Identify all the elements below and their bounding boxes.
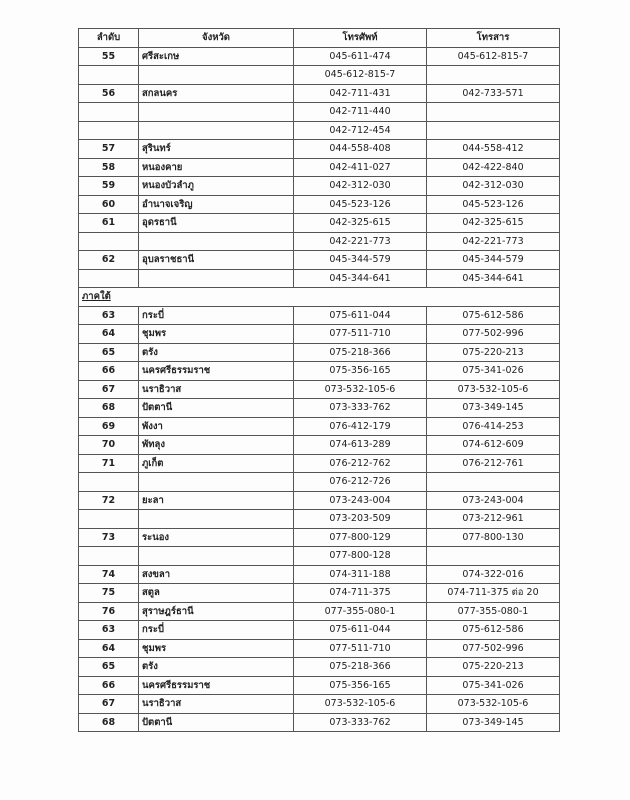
table-row bbox=[79, 343, 560, 362]
phone-cell: 042-711-440 bbox=[294, 103, 427, 122]
row-number-cell: 64 bbox=[79, 325, 139, 344]
table-row bbox=[79, 380, 560, 399]
table-row bbox=[79, 140, 560, 159]
table-body bbox=[79, 47, 560, 732]
table-row bbox=[79, 84, 560, 103]
row-number-cell: 70 bbox=[79, 436, 139, 455]
phone-cell: 074-311-188 bbox=[294, 565, 427, 584]
phone-cell: 075-218-366 bbox=[294, 343, 427, 362]
row-number-cell bbox=[79, 473, 139, 492]
fax-cell: 045-344-641 bbox=[427, 269, 560, 288]
row-number-cell: 57 bbox=[79, 140, 139, 159]
province-cell bbox=[139, 547, 294, 566]
phone-cell: 045-612-815-7 bbox=[294, 66, 427, 85]
province-cell: ปัตตานี bbox=[139, 713, 294, 732]
table-row bbox=[79, 269, 560, 288]
province-cell: นราธิวาส bbox=[139, 695, 294, 714]
fax-cell: 075-341-026 bbox=[427, 362, 560, 381]
row-number-cell: 76 bbox=[79, 602, 139, 621]
fax-cell: 075-220-213 bbox=[427, 343, 560, 362]
table-row bbox=[79, 66, 560, 85]
fax-cell: 042-221-773 bbox=[427, 232, 560, 251]
row-number-cell bbox=[79, 121, 139, 140]
fax-cell: 074-612-609 bbox=[427, 436, 560, 455]
table-row bbox=[79, 251, 560, 270]
row-number-cell: 74 bbox=[79, 565, 139, 584]
fax-cell: 075-341-026 bbox=[427, 676, 560, 695]
province-cell bbox=[139, 121, 294, 140]
phone-cell: 045-523-126 bbox=[294, 195, 427, 214]
fax-cell: 042-312-030 bbox=[427, 177, 560, 196]
header-province: จังหวัด bbox=[139, 29, 294, 48]
table-row bbox=[79, 565, 560, 584]
province-cell bbox=[139, 269, 294, 288]
row-number-cell: 63 bbox=[79, 306, 139, 325]
row-number-cell bbox=[79, 510, 139, 529]
row-number-cell: 65 bbox=[79, 343, 139, 362]
row-number-cell: 71 bbox=[79, 454, 139, 473]
row-number-cell: 67 bbox=[79, 695, 139, 714]
phone-cell: 045-344-641 bbox=[294, 269, 427, 288]
phone-cell: 044-558-408 bbox=[294, 140, 427, 159]
province-cell: พัทลุง bbox=[139, 436, 294, 455]
phone-cell: 077-355-080-1 bbox=[294, 602, 427, 621]
province-cell: ระนอง bbox=[139, 528, 294, 547]
phone-cell: 076-412-179 bbox=[294, 417, 427, 436]
row-number-cell: 63 bbox=[79, 621, 139, 640]
row-number-cell: 68 bbox=[79, 399, 139, 418]
table-row bbox=[79, 232, 560, 251]
phone-cell: 073-203-509 bbox=[294, 510, 427, 529]
fax-cell: 042-325-615 bbox=[427, 214, 560, 233]
fax-cell: 045-523-126 bbox=[427, 195, 560, 214]
phone-cell: 073-333-762 bbox=[294, 713, 427, 732]
table-row bbox=[79, 547, 560, 566]
row-number-cell: 66 bbox=[79, 676, 139, 695]
table-row bbox=[79, 491, 560, 510]
province-cell: อำนาจเจริญ bbox=[139, 195, 294, 214]
section-title: ภาคใต้ bbox=[82, 291, 111, 303]
province-cell: กระบี่ bbox=[139, 621, 294, 640]
row-number-cell: 61 bbox=[79, 214, 139, 233]
table-row bbox=[79, 676, 560, 695]
fax-cell: 077-800-130 bbox=[427, 528, 560, 547]
province-cell: ชุมพร bbox=[139, 325, 294, 344]
phone-cell: 073-243-004 bbox=[294, 491, 427, 510]
table-row bbox=[79, 584, 560, 603]
fax-cell bbox=[427, 66, 560, 85]
fax-cell bbox=[427, 473, 560, 492]
header-fax: โทรสาร bbox=[427, 29, 560, 48]
row-number-cell: 59 bbox=[79, 177, 139, 196]
phone-cell: 075-611-044 bbox=[294, 306, 427, 325]
phone-cell: 073-532-105-6 bbox=[294, 380, 427, 399]
row-number-cell: 56 bbox=[79, 84, 139, 103]
row-number-cell: 73 bbox=[79, 528, 139, 547]
fax-cell bbox=[427, 547, 560, 566]
table-row bbox=[79, 399, 560, 418]
fax-cell: 044-558-412 bbox=[427, 140, 560, 159]
province-cell bbox=[139, 510, 294, 529]
fax-cell: 073-349-145 bbox=[427, 399, 560, 418]
phone-cell: 075-356-165 bbox=[294, 362, 427, 381]
table-row bbox=[79, 473, 560, 492]
phone-cell: 045-611-474 bbox=[294, 47, 427, 66]
fax-cell bbox=[427, 121, 560, 140]
phone-cell: 042-221-773 bbox=[294, 232, 427, 251]
phone-cell: 073-532-105-6 bbox=[294, 695, 427, 714]
phone-cell: 042-712-454 bbox=[294, 121, 427, 140]
fax-cell: 077-355-080-1 bbox=[427, 602, 560, 621]
province-cell: ตรัง bbox=[139, 343, 294, 362]
phone-cell: 045-344-579 bbox=[294, 251, 427, 270]
province-cell: สกลนคร bbox=[139, 84, 294, 103]
contact-table bbox=[78, 28, 560, 732]
fax-cell: 042-733-571 bbox=[427, 84, 560, 103]
row-number-cell: 62 bbox=[79, 251, 139, 270]
province-cell: นราธิวาส bbox=[139, 380, 294, 399]
row-number-cell bbox=[79, 547, 139, 566]
phone-cell: 077-800-128 bbox=[294, 547, 427, 566]
phone-cell: 075-218-366 bbox=[294, 658, 427, 677]
table-row bbox=[79, 602, 560, 621]
table-row bbox=[79, 436, 560, 455]
province-cell bbox=[139, 103, 294, 122]
province-cell: สตูล bbox=[139, 584, 294, 603]
province-cell: สุรินทร์ bbox=[139, 140, 294, 159]
table-row bbox=[79, 177, 560, 196]
table-row bbox=[79, 510, 560, 529]
province-cell: อุบลราชธานี bbox=[139, 251, 294, 270]
fax-cell: 075-612-586 bbox=[427, 306, 560, 325]
row-number-cell: 68 bbox=[79, 713, 139, 732]
row-number-cell: 64 bbox=[79, 639, 139, 658]
phone-cell: 073-333-762 bbox=[294, 399, 427, 418]
fax-cell: 073-532-105-6 bbox=[427, 380, 560, 399]
row-number-cell: 67 bbox=[79, 380, 139, 399]
fax-cell: 042-422-840 bbox=[427, 158, 560, 177]
province-cell: ภูเก็ต bbox=[139, 454, 294, 473]
table-row bbox=[79, 621, 560, 640]
province-cell bbox=[139, 232, 294, 251]
province-cell: อุดรธานี bbox=[139, 214, 294, 233]
province-cell: กระบี่ bbox=[139, 306, 294, 325]
row-number-cell: 69 bbox=[79, 417, 139, 436]
province-cell: สงขลา bbox=[139, 565, 294, 584]
province-cell: ยะลา bbox=[139, 491, 294, 510]
fax-cell: 073-243-004 bbox=[427, 491, 560, 510]
table-row bbox=[79, 454, 560, 473]
table-header-row bbox=[79, 29, 560, 48]
table-row bbox=[79, 47, 560, 66]
table-row bbox=[79, 658, 560, 677]
header-phone: โทรศัพท์ bbox=[294, 29, 427, 48]
phone-cell: 042-325-615 bbox=[294, 214, 427, 233]
table-row bbox=[79, 121, 560, 140]
province-cell: ศรีสะเกษ bbox=[139, 47, 294, 66]
table-row bbox=[79, 528, 560, 547]
table-row bbox=[79, 713, 560, 732]
fax-cell: 075-220-213 bbox=[427, 658, 560, 677]
province-cell bbox=[139, 66, 294, 85]
province-cell: นครศรีธรรมราช bbox=[139, 362, 294, 381]
phone-cell: 042-312-030 bbox=[294, 177, 427, 196]
province-cell: นครศรีธรรมราช bbox=[139, 676, 294, 695]
table-row bbox=[79, 214, 560, 233]
row-number-cell: 72 bbox=[79, 491, 139, 510]
phone-cell: 077-511-710 bbox=[294, 639, 427, 658]
province-cell: หนองคาย bbox=[139, 158, 294, 177]
phone-cell: 077-800-129 bbox=[294, 528, 427, 547]
fax-cell: 076-414-253 bbox=[427, 417, 560, 436]
phone-cell: 076-212-762 bbox=[294, 454, 427, 473]
fax-cell: 073-212-961 bbox=[427, 510, 560, 529]
phone-cell: 077-511-710 bbox=[294, 325, 427, 344]
section-row bbox=[79, 288, 560, 307]
fax-cell: 074-322-016 bbox=[427, 565, 560, 584]
fax-cell: 076-212-761 bbox=[427, 454, 560, 473]
province-cell: ปัตตานี bbox=[139, 399, 294, 418]
row-number-cell: 75 bbox=[79, 584, 139, 603]
table-row bbox=[79, 158, 560, 177]
fax-cell: 045-344-579 bbox=[427, 251, 560, 270]
table-row bbox=[79, 195, 560, 214]
province-cell: ชุมพร bbox=[139, 639, 294, 658]
row-number-cell bbox=[79, 269, 139, 288]
header-no: ลำดับ bbox=[79, 29, 139, 48]
fax-cell: 077-502-996 bbox=[427, 325, 560, 344]
table-row bbox=[79, 103, 560, 122]
phone-cell: 042-411-027 bbox=[294, 158, 427, 177]
phone-cell: 074-711-375 bbox=[294, 584, 427, 603]
phone-cell: 075-356-165 bbox=[294, 676, 427, 695]
phone-cell: 042-711-431 bbox=[294, 84, 427, 103]
fax-cell: 074-711-375 ต่อ 20 bbox=[427, 584, 560, 603]
table-row bbox=[79, 695, 560, 714]
phone-cell: 075-611-044 bbox=[294, 621, 427, 640]
province-cell: สุราษฎร์ธานี bbox=[139, 602, 294, 621]
table-row bbox=[79, 362, 560, 381]
province-cell: พังงา bbox=[139, 417, 294, 436]
phone-cell: 074-613-289 bbox=[294, 436, 427, 455]
fax-cell: 077-502-996 bbox=[427, 639, 560, 658]
row-number-cell: 55 bbox=[79, 47, 139, 66]
fax-cell: 075-612-586 bbox=[427, 621, 560, 640]
row-number-cell: 58 bbox=[79, 158, 139, 177]
table-row bbox=[79, 325, 560, 344]
province-cell bbox=[139, 473, 294, 492]
fax-cell: 073-349-145 bbox=[427, 713, 560, 732]
table-row bbox=[79, 639, 560, 658]
section-cell bbox=[79, 288, 560, 307]
row-number-cell bbox=[79, 66, 139, 85]
phone-cell: 076-212-726 bbox=[294, 473, 427, 492]
fax-cell: 073-532-105-6 bbox=[427, 695, 560, 714]
row-number-cell bbox=[79, 232, 139, 251]
table-row bbox=[79, 417, 560, 436]
province-cell: หนองบัวลำภู bbox=[139, 177, 294, 196]
province-cell: ตรัง bbox=[139, 658, 294, 677]
table-row bbox=[79, 306, 560, 325]
row-number-cell: 60 bbox=[79, 195, 139, 214]
fax-cell: 045-612-815-7 bbox=[427, 47, 560, 66]
fax-cell bbox=[427, 103, 560, 122]
row-number-cell: 65 bbox=[79, 658, 139, 677]
row-number-cell: 66 bbox=[79, 362, 139, 381]
row-number-cell bbox=[79, 103, 139, 122]
